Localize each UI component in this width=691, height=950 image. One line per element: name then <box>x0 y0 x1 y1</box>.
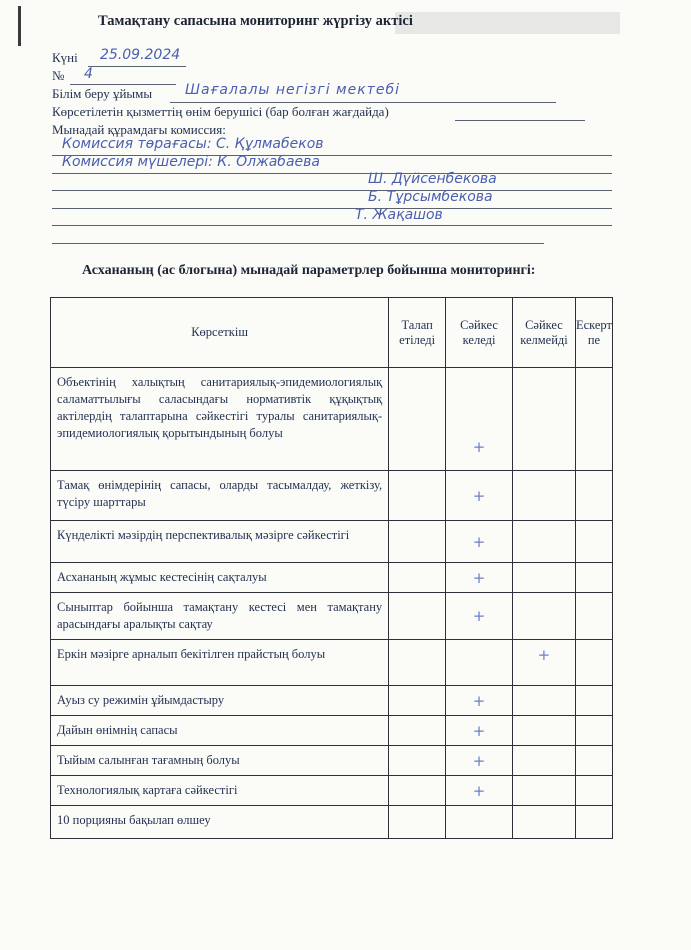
scan-edge-mark <box>18 6 21 46</box>
noncompliant-cell <box>512 686 575 716</box>
table-row <box>51 563 613 593</box>
noncompliant-cell <box>512 716 575 746</box>
indicator-cell: Объектінің халықтың санитариялық-эпидемиологиялық саламаттылығы саласындағы нормативтік құқықтық актілердің талаптарына сәйкестігі туралы санитариялық-эпидемиологиялық қорытындының болуы <box>51 368 389 471</box>
noncompliant-cell <box>512 806 575 839</box>
noncompliant-cell <box>512 593 575 640</box>
compliant-cell: + <box>446 563 513 593</box>
indicator-cell: Тамақ өнімдерінің сапасы, оларды тасымалдау, жеткізу, түсіру шарттары <box>51 471 389 521</box>
org-value: Шағалалы негізгі мектебі <box>185 82 400 98</box>
table-row <box>51 686 613 716</box>
indicator-cell: Асхананың жұмыс кестесінің сақталуы <box>51 563 389 593</box>
provider-label: Көрсетілетін қызметтің өнім берушісі (бар болған жағдайда) <box>52 104 389 119</box>
compliant-cell <box>446 640 513 686</box>
note-cell <box>575 640 612 686</box>
required-cell <box>389 368 446 471</box>
compliant-cell <box>446 806 513 839</box>
indicator-cell: Тыйым салынған тағамның болуы <box>51 746 389 776</box>
indicator-cell: Күнделікті мәзірдің перспективалық мәзірге сәйкестігі <box>51 521 389 563</box>
note-cell <box>575 521 612 563</box>
required-cell <box>389 806 446 839</box>
table-row <box>51 471 613 521</box>
column-header-required: Талап етіледі <box>389 298 446 368</box>
table-row <box>51 746 613 776</box>
monitoring-title: Асхананың (ас блогына) мынадай параметрлер бойынша мониторингі: <box>82 263 536 278</box>
required-cell <box>389 563 446 593</box>
indicator-cell: Сыныптар бойынша тамақтану кестесі мен тамақтану арасындағы аралықты сақтау <box>51 593 389 640</box>
required-cell <box>389 471 446 521</box>
date-label: Күні <box>52 50 78 65</box>
commission-underline <box>52 225 612 226</box>
indicator-cell: Технологиялық картаға сәйкестігі <box>51 776 389 806</box>
date-value: 25.09.2024 <box>100 47 181 63</box>
table-row <box>51 593 613 640</box>
commission-underline <box>52 190 612 191</box>
note-cell <box>575 686 612 716</box>
required-cell <box>389 640 446 686</box>
compliant-cell: + <box>446 776 513 806</box>
commission-label: Мынадай құрамдағы комиссия: <box>52 122 226 137</box>
org-underline <box>170 102 556 103</box>
compliant-cell: + <box>446 746 513 776</box>
required-cell <box>389 686 446 716</box>
indicator-cell: Еркін мәзірге арналып бекітілген прайстың болуы <box>51 640 389 686</box>
indicator-cell: 10 порцияны бақылап өлшеу <box>51 806 389 839</box>
noncompliant-cell <box>512 368 575 471</box>
noncompliant-cell <box>512 776 575 806</box>
compliant-cell: + <box>446 368 513 471</box>
note-cell <box>575 471 612 521</box>
date-underline <box>88 66 186 67</box>
commission-underline <box>52 243 544 244</box>
note-cell <box>575 746 612 776</box>
noncompliant-cell <box>512 471 575 521</box>
note-cell <box>575 776 612 806</box>
number-value: 4 <box>84 66 93 82</box>
scan-artifact-bar <box>395 12 620 34</box>
commission-underline <box>52 173 612 174</box>
compliant-cell: + <box>446 686 513 716</box>
commission-chair: Комиссия төрағасы: С. Құлмабеков <box>62 136 324 152</box>
compliant-cell: + <box>446 521 513 563</box>
required-cell <box>389 593 446 640</box>
table-row <box>51 806 613 839</box>
table-row <box>51 521 613 563</box>
monitoring-table <box>50 297 613 839</box>
number-underline <box>70 84 176 85</box>
org-label: Білім беру ұйымы <box>52 86 153 101</box>
commission-member: Б. Тұрсымбекова <box>368 189 493 205</box>
commission-underline <box>52 208 612 209</box>
required-cell <box>389 746 446 776</box>
column-header-indicator: Көрсеткіш <box>51 298 389 368</box>
table-row <box>51 368 613 471</box>
noncompliant-cell <box>512 521 575 563</box>
note-cell <box>575 806 612 839</box>
compliant-cell: + <box>446 471 513 521</box>
required-cell <box>389 776 446 806</box>
indicator-cell: Дайын өнімнің сапасы <box>51 716 389 746</box>
indicator-cell: Ауыз су режимін ұйымдастыру <box>51 686 389 716</box>
compliant-cell: + <box>446 593 513 640</box>
note-cell <box>575 593 612 640</box>
note-cell <box>575 368 612 471</box>
column-header-note: Ескерт пе <box>575 298 612 368</box>
number-label: № <box>52 68 65 83</box>
table-header-row <box>51 298 613 368</box>
noncompliant-cell: + <box>512 640 575 686</box>
noncompliant-cell <box>512 746 575 776</box>
table-row <box>51 716 613 746</box>
required-cell <box>389 521 446 563</box>
required-cell <box>389 716 446 746</box>
column-header-compliant: Сәйкес келеді <box>446 298 513 368</box>
noncompliant-cell <box>512 563 575 593</box>
table-row <box>51 776 613 806</box>
commission-member: Комиссия мүшелері: К. Олжабаева <box>62 154 320 170</box>
note-cell <box>575 716 612 746</box>
commission-member: Ш. Дүйсенбекова <box>368 171 497 187</box>
note-cell <box>575 563 612 593</box>
compliant-cell: + <box>446 716 513 746</box>
provider-underline <box>455 120 585 121</box>
commission-member: Т. Жақашов <box>355 207 443 223</box>
document-title: Тамақтану сапасына мониторинг жүргізу актісі <box>98 13 413 29</box>
table-row <box>51 640 613 686</box>
column-header-noncompliant: Сәйкес келмейді <box>512 298 575 368</box>
